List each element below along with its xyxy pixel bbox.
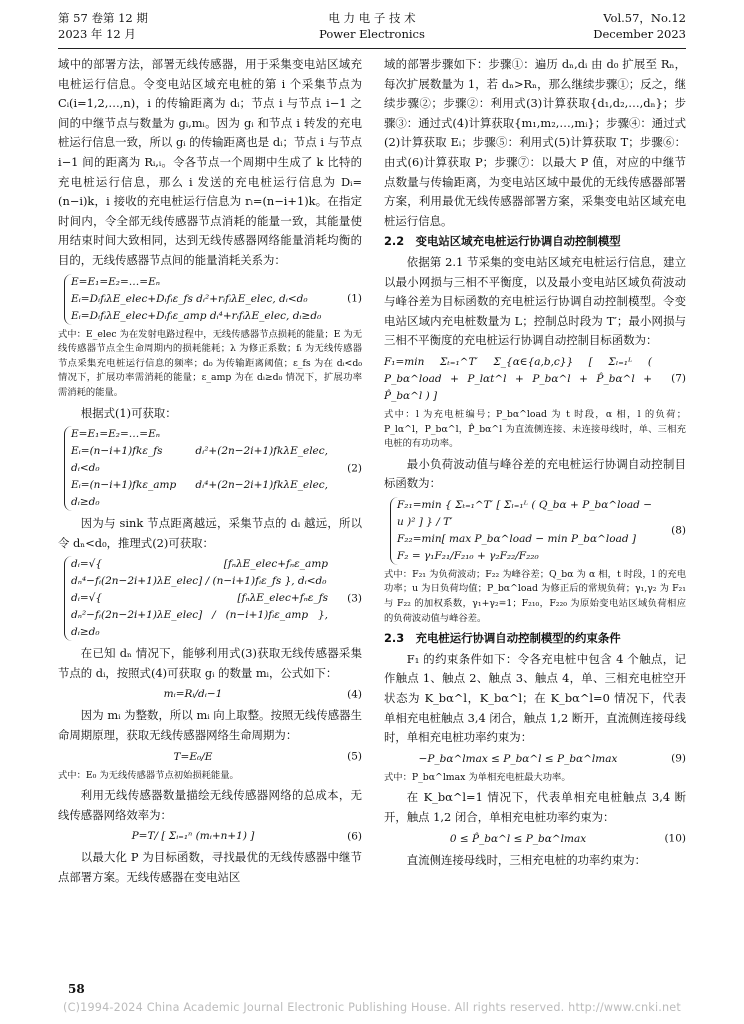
- equation-note: 式中：l 为充电桩编号；P_bα^load 为 t 时段，α 相，l 的负荷；P_lα^l，P_bα^l，P̂_bα^l 为直流侧连接、未连接母线时，单、三相充电桩的有功功率。: [384, 408, 686, 450]
- header-center: [58, 10, 686, 42]
- paragraph: F₁ 的约束条件如下：令各充电桩中包含 4 个触点，记作触点 1、触点 2、触点 3、触点 4，单、三相充电桩空开状态为 K_bα^l，K_bα^l；在 K_bα^l=0 情况下，代表单相充电桩触点 3,4 闭合，触点 1,2 断开，直流侧连接母线时，单相充电桩功率约束为：: [384, 651, 686, 745]
- paragraph: 依据第 2.1 节采集的变电站区域充电桩运行信息，建立以最小网损与三相不平衡度，以及最小变电站区域负荷波动与峰谷差为目标函数的充电桩运行协调自动控制模型。令变电站区域内充电桩数量为 L；控制总时段为 T′；最小网损与三相不平衡度的充电桩运行协调自动控制目标函数为：: [384, 254, 686, 348]
- running-header: [58, 8, 686, 49]
- equation-line: Eᵢ=(n−i+1)fkε_amp dᵢ⁴+(2n−2i+1)fkλE_elec, dᵢ≥d₀: [71, 479, 328, 509]
- equation-5: [58, 749, 362, 766]
- equation-number: (4): [347, 688, 362, 701]
- page-number: 58: [68, 982, 85, 996]
- section-heading: 2.2 变电站区域充电桩运行协调自动控制模型: [384, 234, 621, 249]
- header-right: [593, 10, 686, 42]
- equation-note: 式中：P_bα^lmax 为单相充电桩最大功率。: [384, 771, 571, 783]
- paragraph: 域的部署步骤如下：步骤①：遍历 dₙ,dᵢ 由 d₀ 扩展至 Rₙ，每次扩展数量为 1，若 dₙ>Rₙ，那么继续步骤①；反之，继续步骤②；步骤②：利用式(3)计算获取{d₁,d₂,…,dₙ}；步骤③：通过式(4)计算获取{m₁,m₂,…,mᵢ}；步骤④：通过式(2)计算获取 Eᵢ；步骤⑤：利用式(5)计算获取 T；步骤⑥：由式(6)计算获取 P；步骤⑦：以最大 P 值，对应的中继节点数量与传输距离，为变电站区域中最优的无线传感器部署方案，利用最优无线传感器部署方案，采集变电站区域充电桩运行信息。: [384, 57, 686, 228]
- paragraph: 域中的部署方法，部署无线传感器，用于采集变电站区域充电桩运行信息。令变电站区域充电桩的第 i 个采集节点为 Cᵢ(i=1,2,…,n)，i 的传输距离为 dᵢ；节点 i 与节点 i−1 之间的中继节点与数量为 gᵢ,mᵢ。因为 gᵢ 和节点 i 转发的充电桩运行信息一致，所以 gᵢ 的传输距离也是 dᵢ；节点 i 与节点 i−1 间的距离为 Rᵢ,ᵢ。令各节点一个周期中生成了 k 比特的充电桩运行信息，那么 i 发送的充电桩运行信息为 Dᵢ=(n−i)k，i 接收的充电桩运行信息为 rᵢ=(n−i+1)k。在指定时间内，令全部无线传感器节点消耗的能量一致，其能量使用结束时间大致相同，达到无线传感器网络能量消耗均衡的目的，无线传感器节点间的能量消耗关系为：: [58, 57, 362, 267]
- journal-name-cn: 电 力 电 子 技 术: [328, 11, 416, 25]
- equation-line: Eᵢ=DᵢfᵢλE_elec+Dᵢfᵢε_fs dᵢ²+rᵢfᵢλE_elec, dᵢ<d₀: [71, 292, 308, 305]
- section-heading: 2.3 充电桩运行协调自动控制模型的约束条件: [384, 631, 621, 646]
- equation-4: [58, 686, 362, 703]
- journal-name-en: Power Electronics: [319, 27, 425, 41]
- paragraph: 因为 mᵢ 为整数，所以 mᵢ 向上取整。按照无线传感器生命周期原理，获取无线传感器网络生命周期为：: [58, 708, 362, 743]
- equation-note: 式中：F₂₁ 为负荷波动；F₂₂ 为峰谷差；Q_bα 为 α 相，t 时段，l 的充电功率；u 为日负荷均值；P_bα^load 为修正后的常规负荷；γ₁,γ₂ 为 F₂₁ 与 F₂₂ 的加权系数，γ₁+γ₂=1；F₂₁₀，F₂₂₀ 为原始变电站区域负荷相应的负荷波动值与峰谷差。: [384, 568, 686, 624]
- paragraph: 直流侧连接母线时，三相充电桩的功率约束为：: [406, 852, 647, 867]
- equation-6: [58, 828, 362, 845]
- equation-number: (1): [347, 292, 362, 305]
- equation-line: dᵢ=√{ [fₙλE_elec+fₙε_fs dₙ²−fᵢ(2n−2i+1)λE_elec] / (n−i+1)fᵢε_amp }, dᵢ≥d₀: [71, 592, 328, 639]
- equation-number: (8): [671, 524, 686, 537]
- equation-line: Eᵢ=(n−i+1)fkε_fs dᵢ²+(2n−2i+1)fkλE_elec, dᵢ<d₀: [71, 445, 328, 475]
- issue-date-en: December 2023: [593, 27, 686, 41]
- equation-number: (2): [347, 462, 362, 475]
- right-column: [384, 55, 686, 870]
- equation-9: [384, 751, 686, 768]
- left-column: [58, 55, 362, 888]
- equation-3: [58, 556, 362, 641]
- equation-line: F₂₂=min[ max P_bα^load − min P_bα^load ]: [397, 532, 636, 545]
- equation-line: F₁=min Σₜ₌₁^T′ Σ_{α∈{a,b,c}} [ Σₗ₌₁ᴸ ( P_bα^load + P_lαt^l + P_bα^l + P̂_bα^l + P̂_bα^l ) ]: [384, 355, 652, 402]
- equation-line: E=E₁=E₂=…=Eₙ: [71, 275, 161, 288]
- equation-1: [58, 274, 362, 325]
- paragraph: 以最大化 P 为目标函数，寻找最优的无线传感器中继节点部署方案。无线传感器在变电站区: [58, 850, 362, 885]
- equation-line: T=E₀/E: [173, 750, 213, 763]
- copyright-footer: (C)1994-2024 China Academic Journal Electronic Publishing House. All rights reserved. http://www.cnki.net: [63, 1001, 681, 1014]
- equation-number: (9): [671, 752, 686, 765]
- equation-line: 0 ≤ P̂_bα^l ≤ P_bα^lmax: [449, 832, 587, 845]
- equation-line: dᵢ=√{ [fₙλE_elec+fₙε_amp dₙ⁴−fᵢ(2n−2i+1)λE_elec] / (n−i+1)fᵢε_fs }, dᵢ<d₀: [71, 558, 328, 588]
- equation-note: 式中：E₀ 为无线传感器节点初始损耗能量。: [58, 769, 239, 781]
- paragraph: 在已知 dₙ 情况下，能够利用式(3)获取无线传感器采集节点的 dᵢ，按照式(4)可获取 gᵢ 的数量 mᵢ，公式如下：: [58, 646, 362, 680]
- paragraph: 利用无线传感器数量描绘无线传感器网络的总成本，无线传感器网络效率为：: [58, 788, 362, 822]
- equation-line: Eᵢ=DᵢfᵢλE_elec+Dᵢfᵢε_amp dᵢ⁴+rᵢfᵢλE_elec, dᵢ≥d₀: [71, 309, 322, 322]
- equation-line: P=T/ [ Σᵢ₌₁ⁿ (mᵢ+n+1) ]: [131, 830, 255, 843]
- equation-number: (6): [347, 830, 362, 843]
- paragraph: 因为与 sink 节点距离越远，采集节点的 dᵢ 越远，所以令 dₙ<d₀，推理式(2)可获取：: [58, 516, 362, 550]
- equation-2: [58, 426, 362, 511]
- equation-number: (7): [671, 372, 686, 385]
- paragraph: 最小负荷波动值与峰谷差的充电桩运行协调自动控制目标函数为：: [384, 456, 686, 491]
- equation-line: mᵢ=Rᵢ/dᵢ−1: [163, 688, 223, 701]
- equation-line: F₂ = γ₁F₂₁/F₂₁₀ + γ₂F₂₂/F₂₂₀: [397, 549, 539, 562]
- volume-issue-en: Vol.57，No.12: [603, 11, 686, 25]
- equation-number: (5): [347, 750, 362, 763]
- equation-note: 式中：E_elec 为在发射电路过程中，无线传感器节点损耗的能量；E 为无线传感器节点全生命周期内的损耗能耗；λ 为修正系数；fᵢ 为无线传感器节点采集充电桩运行信息的频率；d₀ 为传输距离阈值；ε_fs 为在 dᵢ<d₀ 情况下，扩展功率需消耗的能量；ε_amp 为在 dᵢ≥d₀ 情况下，扩展功率需消耗的能量。: [58, 328, 362, 398]
- volume-issue: 第 57 卷第 12 期: [58, 11, 148, 25]
- equation-number: (10): [664, 832, 686, 845]
- issue-date: 2023 年 12 月: [58, 27, 136, 41]
- equation-line: E=E₁=E₂=…=Eₙ: [71, 428, 161, 441]
- equation-line: −P_bα^lmax ≤ P_bα^l ≤ P_bα^lmax: [418, 752, 618, 765]
- equation-line: F₂₁=min { Σₜ₌₁^T′ [ Σₗ₌₁ᴸ ( Q_bα + P_bα^load − u )² ] } / T′: [397, 498, 652, 528]
- paragraph: 根据式(1)可获取：: [80, 405, 177, 420]
- equation-7: [384, 354, 686, 405]
- equation-10: [384, 831, 686, 848]
- equation-number: (3): [347, 592, 362, 605]
- equation-8: [384, 497, 686, 565]
- paragraph: 在 K_bα^l=1 情况下，代表单相充电桩触点 3,4 断开，触点 1,2 闭合，单相充电桩功率约束为：: [384, 790, 686, 824]
